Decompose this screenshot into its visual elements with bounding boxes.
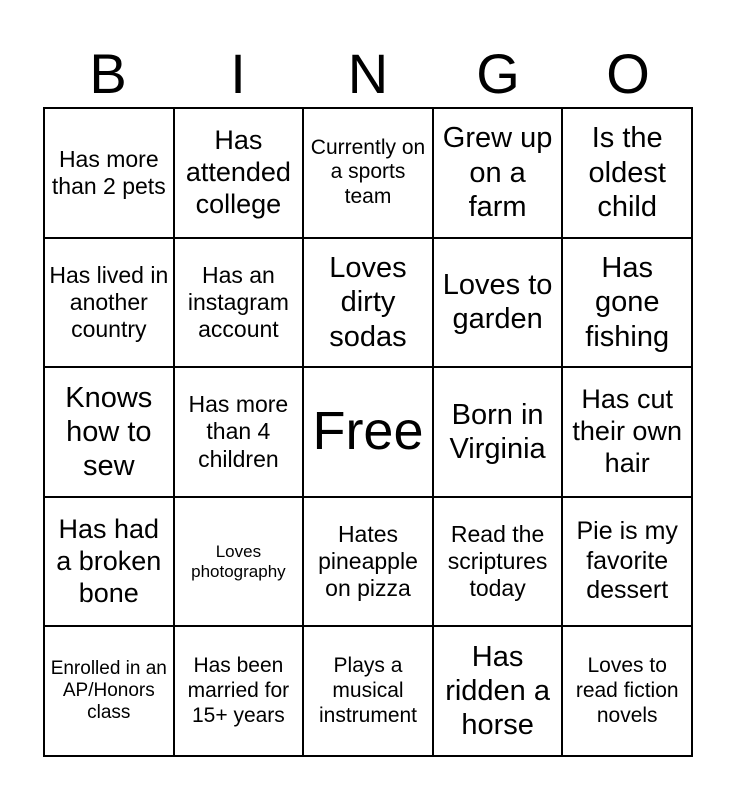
bingo-cell[interactable]: Has ridden a horse	[433, 626, 563, 756]
bingo-cell[interactable]: Is the oldest child	[562, 108, 692, 238]
free-cell[interactable]: Free	[303, 367, 433, 497]
bingo-cell[interactable]: Loves to read fiction novels	[562, 626, 692, 756]
bingo-cell[interactable]: Has more than 4 children	[174, 367, 304, 497]
bingo-cell[interactable]: Read the scriptures today	[433, 497, 563, 627]
bingo-cell[interactable]: Pie is my favorite dessert	[562, 497, 692, 627]
bingo-cell[interactable]: Grew up on a farm	[433, 108, 563, 238]
header-letter-b: B	[89, 42, 127, 105]
bingo-cell[interactable]: Loves to garden	[433, 238, 563, 368]
bingo-cell[interactable]: Has cut their own hair	[562, 367, 692, 497]
bingo-cell[interactable]: Plays a musical instrument	[303, 626, 433, 756]
bingo-cell[interactable]: Enrolled in an AP/Honors class	[44, 626, 174, 756]
header-letter-n: N	[347, 42, 389, 105]
bingo-cell[interactable]: Has attended college	[174, 108, 304, 238]
bingo-cell[interactable]: Knows how to sew	[44, 367, 174, 497]
bingo-cell[interactable]: Has lived in another country	[44, 238, 174, 368]
bingo-cell[interactable]: Has more than 2 pets	[44, 108, 174, 238]
bingo-cell[interactable]: Has gone fishing	[562, 238, 692, 368]
bingo-cell[interactable]: Has an instagram account	[174, 238, 304, 368]
bingo-cell[interactable]: Has been married for 15+ years	[174, 626, 304, 756]
bingo-cell[interactable]: Born in Virginia	[433, 367, 563, 497]
header-letter-i: I	[230, 42, 246, 105]
bingo-header	[43, 40, 693, 108]
header-letter-o: O	[606, 42, 650, 105]
bingo-cell[interactable]: Currently on a sports team	[303, 108, 433, 238]
header-letter-g: G	[476, 42, 520, 105]
bingo-cell[interactable]: Loves dirty sodas	[303, 238, 433, 368]
bingo-cell[interactable]: Loves photography	[174, 497, 304, 627]
bingo-cell[interactable]: Hates pineapple on pizza	[303, 497, 433, 627]
bingo-cell[interactable]: Has had a broken bone	[44, 497, 174, 627]
bingo-card	[43, 107, 693, 757]
